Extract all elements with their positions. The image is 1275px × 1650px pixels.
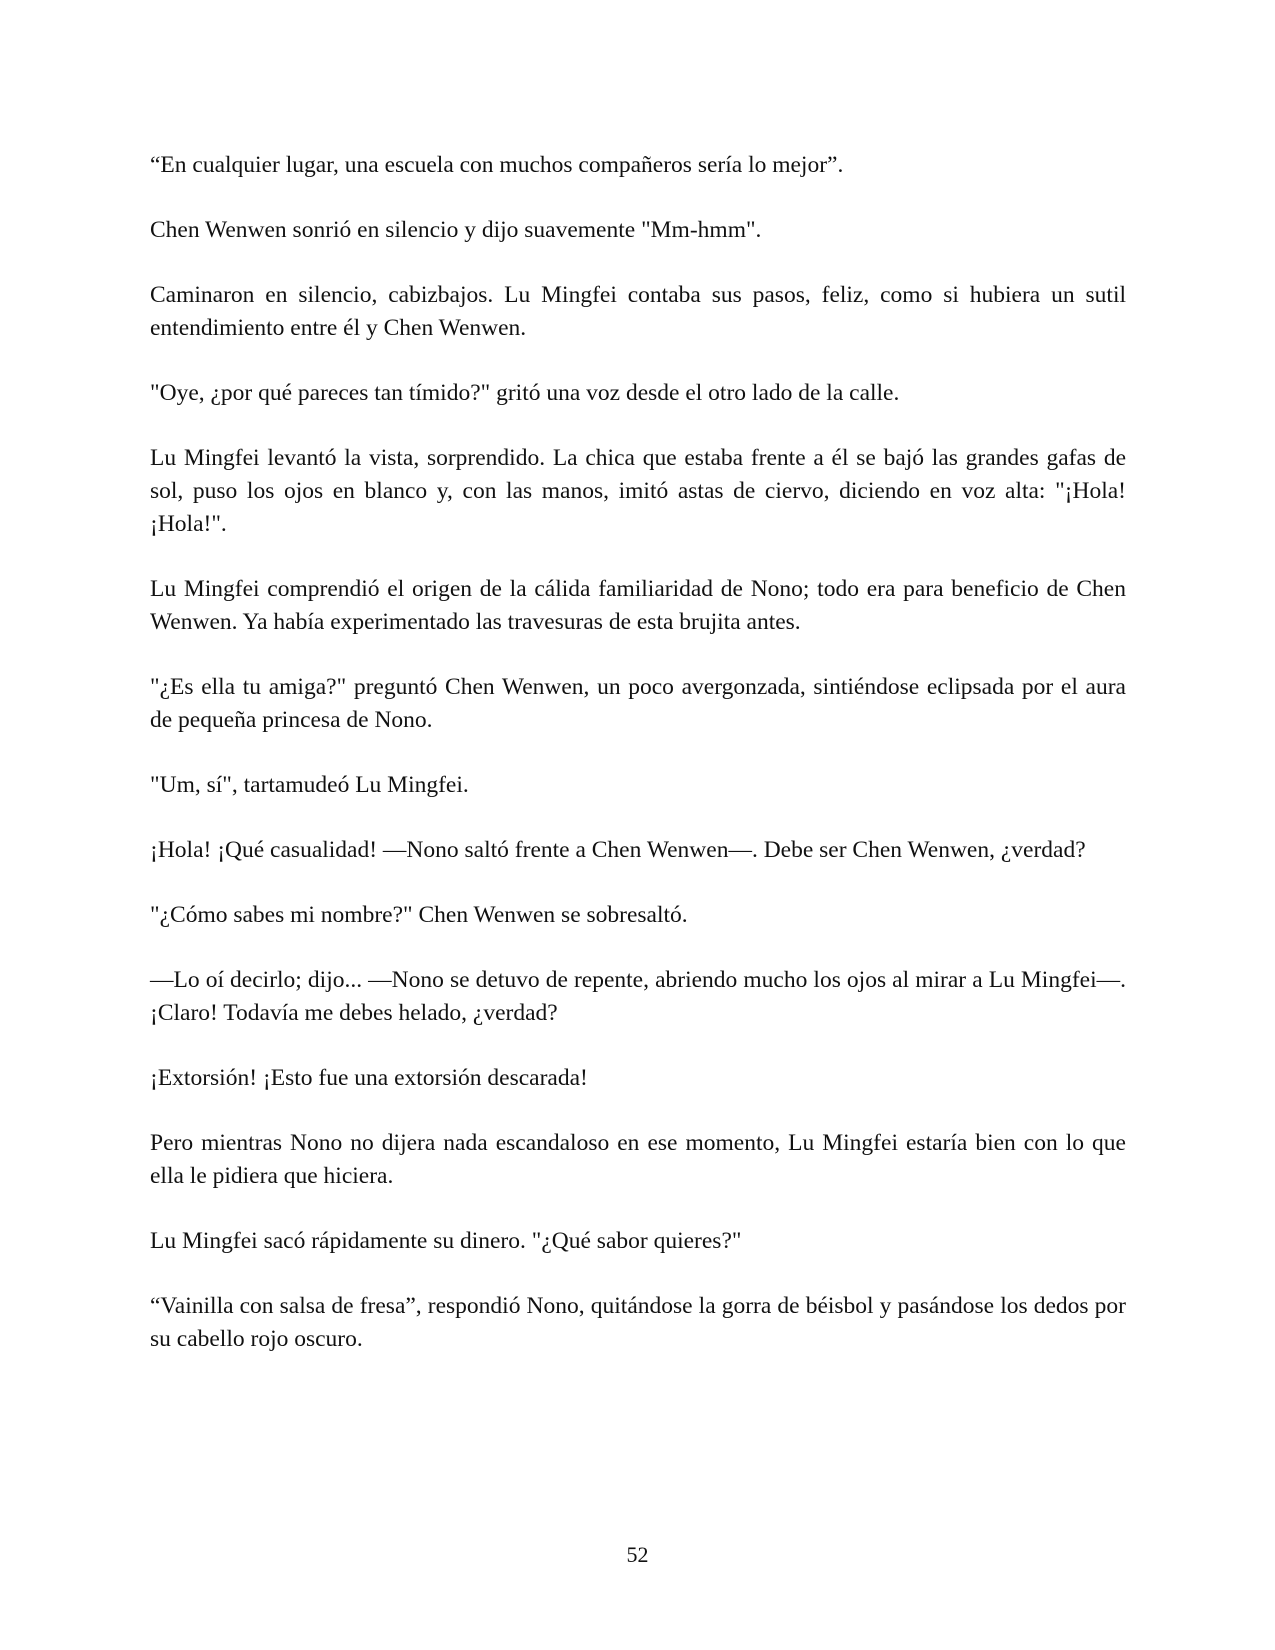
paragraph: "Um, sí", tartamudeó Lu Mingfei.	[150, 772, 469, 798]
paragraph: Pero mientras Nono no dijera nada escandaloso en ese momento, Lu Mingfei estaría bien con lo que ella le pidiera que hiciera.	[150, 1130, 1126, 1189]
paragraph: "Oye, ¿por qué pareces tan tímido?" gritó una voz desde el otro lado de la calle.	[150, 380, 900, 406]
paragraph: Lu Mingfei comprendió el origen de la cálida familiaridad de Nono; todo era para beneficio de Chen Wenwen. Ya había experimentado las travesuras de esta brujita antes.	[150, 576, 1126, 635]
paragraph: ¡Extorsión! ¡Esto fue una extorsión descarada!	[150, 1065, 588, 1091]
paragraph: Lu Mingfei sacó rápidamente su dinero. "¿Qué sabor quieres?"	[150, 1228, 742, 1254]
paragraph: ¡Hola! ¡Qué casualidad! —Nono saltó frente a Chen Wenwen—. Debe ser Chen Wenwen, ¿verdad?	[150, 837, 1086, 863]
page-number: 52	[626, 1542, 649, 1567]
paragraph: Caminaron en silencio, cabizbajos. Lu Mingfei contaba sus pasos, feliz, como si hubiera un sutil entendimiento entre él y Chen Wenwen.	[150, 282, 1126, 341]
page-body	[150, 149, 1126, 1388]
paragraph: "¿Cómo sabes mi nombre?" Chen Wenwen se sobresaltó.	[150, 902, 688, 928]
paragraph: Chen Wenwen sonrió en silencio y dijo suavemente "Mm-hmm".	[150, 217, 762, 243]
paragraph: “En cualquier lugar, una escuela con muchos compañeros sería lo mejor”.	[150, 152, 844, 178]
paragraph: —Lo oí decirlo; dijo... —Nono se detuvo de repente, abriendo mucho los ojos al mirar a Lu Mingfei—. ¡Claro! Todavía me debes helado, ¿verdad?	[150, 967, 1126, 1026]
paragraph: Lu Mingfei levantó la vista, sorprendido. La chica que estaba frente a él se bajó las grandes gafas de sol, puso los ojos en blanco y, con las manos, imitó astas de ciervo, diciendo en voz alta: "¡Hola! ¡Hola!".	[150, 445, 1126, 537]
paragraph: "¿Es ella tu amiga?" preguntó Chen Wenwen, un poco avergonzada, sintiéndose eclipsada por el aura de pequeña princesa de Nono.	[150, 674, 1126, 733]
paragraph: “Vainilla con salsa de fresa”, respondió Nono, quitándose la gorra de béisbol y pasándose los dedos por su cabello rojo oscuro.	[150, 1293, 1126, 1352]
